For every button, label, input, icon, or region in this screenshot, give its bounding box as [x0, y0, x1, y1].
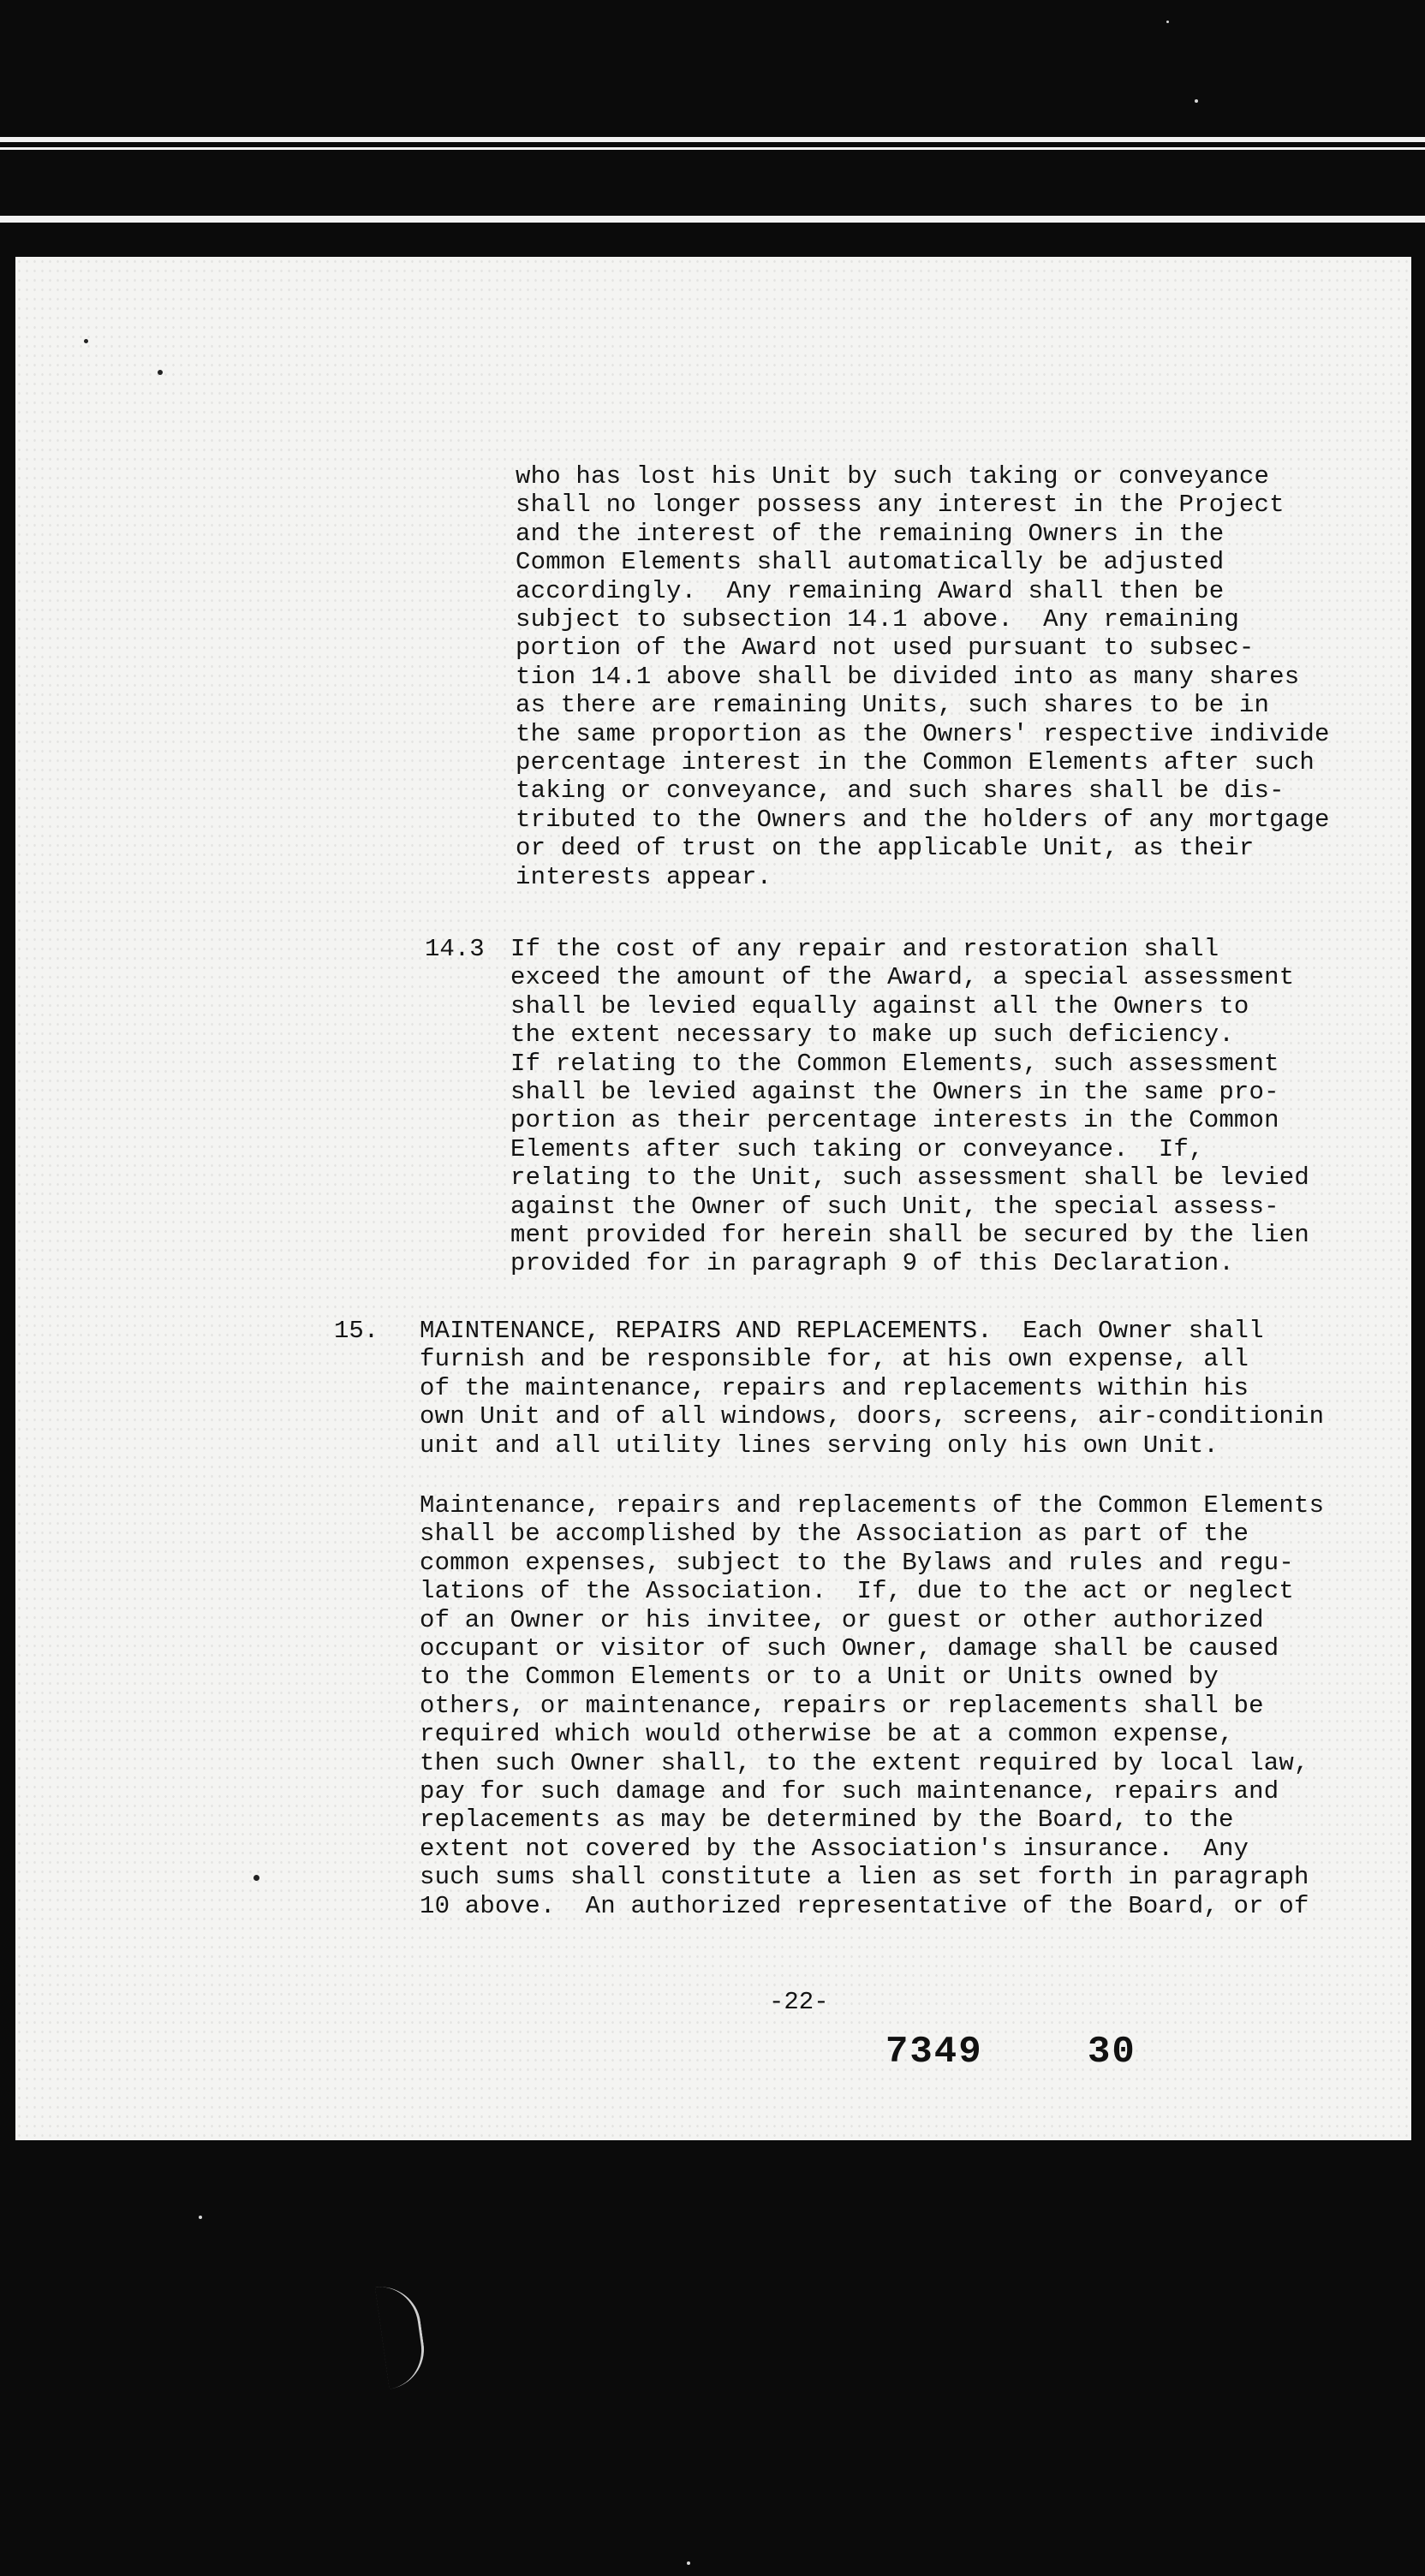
section-14-3-text: If the cost of any repair and restoration shall exceed the amount of the Award, a special assessment shall be levied equally against all the Owners to the extent necessary to make up such deficiency. If relating to the Common Elements, such assessment shall be levied against the Owners in the same pro- portion as their percentage interests in the Common Elements after such taking or conveyance. If, relating to the Unit, such assessment shall be levied against the Owner of such Unit, the special assess- ment provided for herein shall be secured by the lien provided for in paragraph 9 of this Declaration.	[510, 935, 1309, 1278]
scan-border-line	[0, 216, 1425, 223]
scan-speck	[253, 1875, 259, 1881]
scan-border-line	[0, 147, 1425, 150]
scan-border-line	[0, 137, 1425, 142]
section-15-heading-paragraph: MAINTENANCE, REPAIRS AND REPLACEMENTS. Each Owner shall furnish and be responsible for, at his own expense, all of the maintenance, repairs and replacements within his own Unit and of all windows, doors, screens, air-conditionin unit and all utility lines serving only his own Unit.	[420, 1317, 1325, 1460]
scan-speck	[158, 370, 163, 375]
section-15-paragraph-2: Maintenance, repairs and replacements of the Common Elements shall be accomplished by the Association as part of the common expenses, subject to the Bylaws and rules and regu- lations of the Association. If, due to the act or neglect of an Owner or his invitee, or guest or other authorized occupant or visitor of such Owner, damage shall be caused to the Common Elements or to a Unit or Units owned by others, or maintenance, repairs or replacements shall be required which would otherwise be at a common expense, then such Owner shall, to the extent required by local law, pay for such damage and for such maintenance, repairs and replacements as may be determined by the Board, to the extent not covered by the Association's insurance. Any such sums shall constitute a lien as set forth in paragraph 10 above. An authorized representative of the Board, or of	[420, 1491, 1325, 1920]
page-number: -22-	[769, 1988, 829, 2016]
scan-speck	[199, 2216, 202, 2219]
scan-speck	[84, 339, 88, 343]
recording-stamp-book: 7349	[885, 2031, 983, 2073]
document-page	[15, 257, 1411, 2140]
recording-stamp-page: 30	[1088, 2031, 1136, 2073]
scan-speck	[1195, 99, 1198, 103]
scan-artifact-curve	[375, 2282, 429, 2389]
paragraph-continuation: who has lost his Unit by such taking or conveyance shall no longer possess any interest in the Project and the interest of the remaining Owners in the Common Elements shall automatically be adjusted accordingly. Any remaining Award shall then be subject to subsection 14.1 above. Any remaining portion of the Award not used pursuant to subsec- tion 14.1 above shall be divided into as many shares as there are remaining Units, such shares to be in the same proportion as the Owners' respective individe percentage interest in the Common Elements after such taking or conveyance, and such shares shall be dis- tributed to the Owners and the holders of any mortgage or deed of trust on the applicable Unit, as their interests appear.	[516, 462, 1330, 891]
scan-speck	[687, 2561, 690, 2565]
scan-speck	[1166, 21, 1169, 23]
section-number-15: 15.	[334, 1317, 379, 1345]
section-number-14-3: 14.3	[425, 935, 485, 963]
